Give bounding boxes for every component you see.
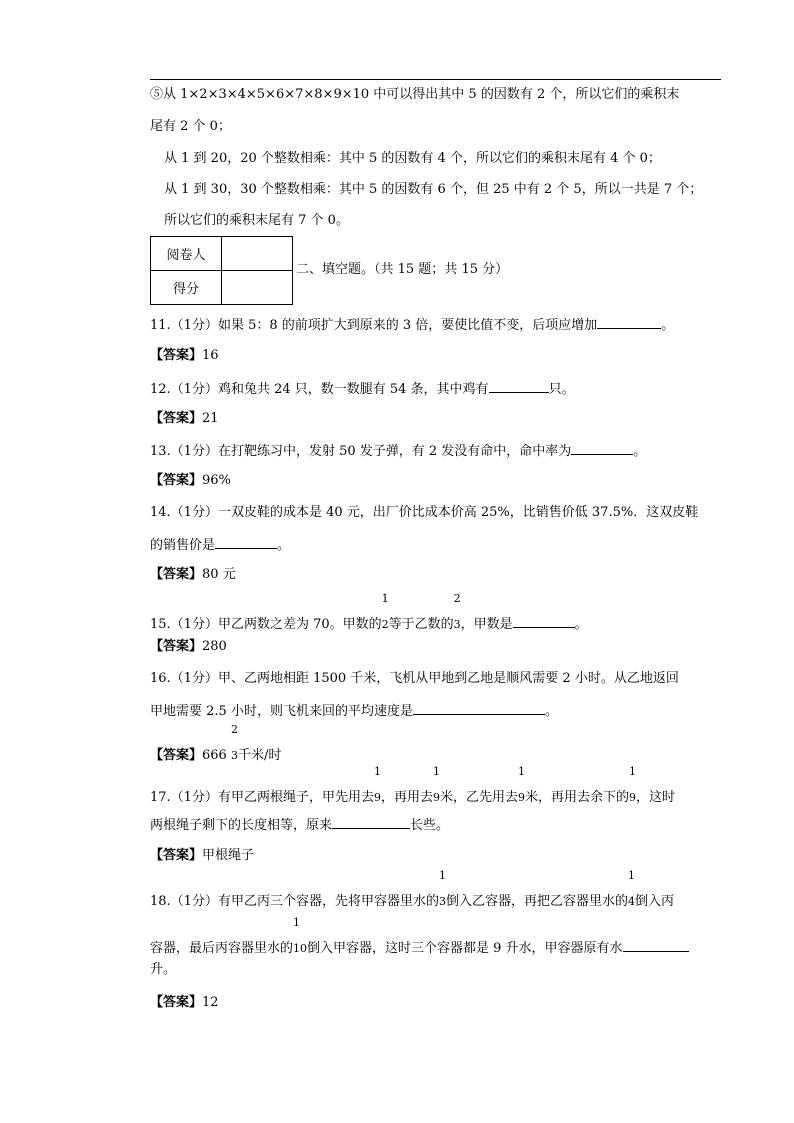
fraction: 1 3 xyxy=(438,869,446,908)
answer-12: 【答案】21 xyxy=(150,411,219,426)
answer-blank xyxy=(513,615,575,628)
answer-blank xyxy=(623,939,689,952)
reviewer-label: 阅卷人 xyxy=(151,237,222,271)
question-13: 13.（1分）在打靶练习中，发射 50 发子弹，有 2 发没有命中，命中率为 。 xyxy=(150,444,647,459)
solution-line-2: 尾有 2 个 0； xyxy=(150,119,231,134)
solution-line-3: 从 1 到 20，20 个整数相乘：其中 5 的因数有 4 个，所以它们的乘积末尾有 4 个 0； xyxy=(164,151,661,166)
solution-line-4: 从 1 到 30，30 个整数相乘：其中 5 的因数有 6 个，但 25 中有 2 个 5，所以一共是 7 个； xyxy=(164,182,703,197)
solution-line-1: ⑤从 1×2×3×4×5×6×7×8×9×10 中可以得出其中 5 的因数有 2 个，所以它们的乘积末 xyxy=(150,87,680,102)
score-table xyxy=(150,236,293,305)
answer-11: 【答案】16 xyxy=(150,348,219,363)
question-17-line-1: 17.（1分）有甲乙两根绳子，甲先用去 1 9，再用去 1 9米，乙先用去 1 9米，再用去余下的 1 9，这时 xyxy=(150,765,676,805)
question-14-line-2: 的销售价是 。 xyxy=(150,538,291,553)
score-cell xyxy=(222,271,293,305)
answer-13: 【答案】96% xyxy=(150,473,231,488)
answer-blank xyxy=(489,380,549,393)
fraction: 2 3 xyxy=(453,592,461,631)
answer-14: 【答案】80 元 xyxy=(150,567,236,582)
question-18-line-1: 18.（1分）有甲乙丙三个容器，先将甲容器里水的 1 3倒入乙容器，再把乙容器里水的 1 4倒入丙 xyxy=(150,869,674,909)
fraction: 1 9 xyxy=(629,765,636,804)
answer-blank xyxy=(597,316,661,329)
question-12: 12.（1分）鸡和兔共 24 只，数一数腿有 54 条，其中鸡有 只。 xyxy=(150,382,575,397)
answer-blank xyxy=(571,442,633,455)
question-18-line-2: 容器，最后丙容器里水的 1 10倒入甲容器，这时三个容器都是 9 升水，甲容器原有水 xyxy=(150,939,689,957)
answer-15: 【答案】280 xyxy=(150,639,227,654)
fraction: 1 2 xyxy=(381,592,389,631)
answer-16: 【答案】666 2 3千米/时 xyxy=(150,723,282,763)
answer-blank xyxy=(332,816,410,829)
answer-17: 【答案】甲根绳子 xyxy=(150,848,255,863)
reviewer-cell xyxy=(222,237,293,271)
fraction: 1 9 xyxy=(517,765,525,804)
fraction: 1 4 xyxy=(627,869,635,908)
question-14-line-1: 14.（1分）一双皮鞋的成本是 40 元，出厂价比成本价高 25%，比销售价低 37.5%．这双皮鞋 xyxy=(150,505,699,520)
fraction: 2 3 xyxy=(230,723,238,762)
solution-line-5: 所以它们的乘积末尾有 7 个 0。 xyxy=(164,213,349,228)
question-15: 15.（1分）甲乙两数之差为 70。甲数的 1 2等于乙数的 2 3，甲数是 。 xyxy=(150,592,588,632)
fraction: 1 10 xyxy=(293,916,308,955)
question-16-line-1: 16.（1分）甲、乙两地相距 1500 千米，飞机从甲地到乙地是顺风需要 2 小时。从乙地返回 xyxy=(150,671,679,686)
question-18-line-3: 升。 xyxy=(150,962,177,977)
header-rule xyxy=(150,79,721,80)
fraction: 1 9 xyxy=(373,765,381,804)
section-title: 二、填空题。（共 15 题；共 15 分） xyxy=(296,262,509,277)
question-17-line-2: 两根绳子剩下的长度相等，原来 长些。 xyxy=(150,818,450,833)
score-label: 得分 xyxy=(151,271,222,305)
fraction: 1 9 xyxy=(432,765,440,804)
answer-18: 【答案】12 xyxy=(150,995,219,1010)
question-16-line-2: 甲地需要 2.5 小时，则飞机来回的平均速度是 。 xyxy=(150,704,558,719)
answer-blank xyxy=(215,536,277,549)
answer-blank xyxy=(413,702,545,715)
question-11: 11.（1分）如果 5：8 的前项扩大到原来的 3 倍，要使比值不变，后项应增加 。 xyxy=(150,318,675,333)
